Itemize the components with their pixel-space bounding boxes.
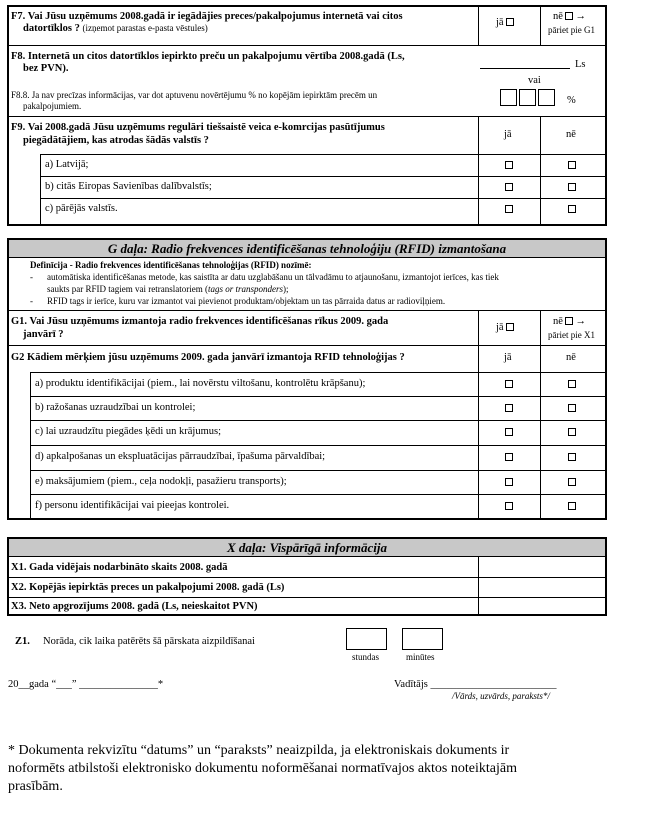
f8-value-field[interactable] [480,68,570,69]
head-signature-line[interactable]: Vadītājs ________________________ [394,679,557,690]
f8-pct-digit-3[interactable] [538,89,555,106]
g2-yes-header: jā [504,352,512,363]
f7-yes-label: jā [496,17,504,28]
f7-question-cont: datortīklos ? [23,23,80,34]
f7-no-label: nē [553,11,563,22]
x2-label: X2. Kopējās iepirktās preces un pakalpojumi 2008. gadā (Ls) [11,582,285,593]
x-section-title: X daļa: Vispārīgā informācija [9,539,605,557]
z1-minutes-caption: minūtes [406,652,435,662]
arrow-right-icon: → [575,11,587,22]
g2-item-e: e) maksājumiem (piem., ceļa nodokļi, pasažieru transports); [35,476,287,487]
f9-question: F9. Vai 2008.gadā Jūsu uzņēmums regulāri tiešsaistē veica e-komrcijas pasūtījumus [11,122,385,133]
f8-sub-question-cont: pakalpojumiem. [23,101,82,111]
f9-item-b: b) citās Eiropas Savienības dalībvalstīs; [45,181,212,192]
f7-question: F7. Vai Jūsu uzņēmums 2008.gadā ir iegādājies preces/pakalpojumus internetā vai citos [11,11,403,22]
z1-minutes-field[interactable] [402,628,443,650]
g2-b-no-checkbox[interactable] [568,404,576,412]
f9-c-yes-checkbox[interactable] [505,205,513,213]
g1-skip-note: pāriet pie X1 [548,330,595,340]
f8-or-label: vai [528,75,541,86]
g1-no-label: nē [553,316,563,327]
f9-b-no-checkbox[interactable] [568,183,576,191]
g2-d-no-checkbox[interactable] [568,453,576,461]
f9-item-a: a) Latvijā; [45,159,89,170]
g2-f-no-checkbox[interactable] [568,502,576,510]
g2-item-d: d) apkalpošanas un ekspluatācijas pārraudzībai, īpašuma pārvaldībai; [35,451,326,462]
date-line[interactable]: 20__gada “___” _______________* [8,679,164,690]
x2-value-field[interactable] [480,579,604,596]
f8-pct-digit-2[interactable] [519,89,536,106]
f7-no-checkbox[interactable] [565,12,573,20]
g2-c-yes-checkbox[interactable] [505,428,513,436]
x3-label: X3. Neto apgrozījums 2008. gadā (Ls, neieskaitot PVN) [11,601,258,612]
g1-no-checkbox[interactable] [565,317,573,325]
g2-question: G2 Kādiem mērķiem jūsu uzņēmums 2009. gada janvārī izmantoja RFID tehnoloģijas ? [11,352,405,363]
g2-item-c: c) lai uzraudzītu piegādes ķēdi un krājumus; [35,426,222,437]
signature-caption: /Vārds, uzvārds, paraksts*/ [452,691,550,701]
x1-value-field[interactable] [480,559,604,576]
g2-a-yes-checkbox[interactable] [505,380,513,388]
z1-text: Norāda, cik laika patērēts šā pārskata aizpildīšanai [43,636,255,647]
g2-item-f: f) personu identifikācijai vai pieejas kontrolei. [35,500,230,511]
g2-f-yes-checkbox[interactable] [505,502,513,510]
g1-question: G1. Vai Jūsu uzņēmums izmantoja radio frekvences identificēšanas rīkus 2009. gada [11,316,389,327]
f8-pct-sign: % [567,95,576,106]
footnote-line-3: prasībām. [8,779,63,794]
f7-note: (izņemot parastas e-pasta vēstules) [82,23,208,33]
f8-sub-question: F8.8. Ja nav precīzas informācijas, var dot aptuvenu novērtējumu % no kopējām iepirktām precēm un [11,90,378,100]
g2-no-header: nē [566,352,576,363]
g-section-title: G daļa: Radio frekvences identificēšanas tehnoloģiju (RFID) izmantošana [9,240,605,258]
z1-hours-caption: stundas [352,652,379,662]
f9-c-no-checkbox[interactable] [568,205,576,213]
g1-yes-checkbox[interactable] [506,323,514,331]
g2-b-yes-checkbox[interactable] [505,404,513,412]
rfid-definition-2: RFID tags ir ierīce, kuru var izmantot vai pievienot produktam/objektam un tas pārraida datus ar radioviļņiem. [47,296,446,306]
f7-yes-checkbox[interactable] [506,18,514,26]
f9-yes-header: jā [504,129,512,140]
f9-b-yes-checkbox[interactable] [505,183,513,191]
rfid-definition-1c: tags or transponders [207,284,283,294]
f9-question-cont: piegādātājiem, kas atrodas šādās valstīs ? [23,135,209,146]
g2-e-no-checkbox[interactable] [568,478,576,486]
x1-label: X1. Gada vidējais nodarbināto skaits 2008. gadā [11,562,228,573]
g2-e-yes-checkbox[interactable] [505,478,513,486]
g1-yes-label: jā [496,322,504,333]
g2-item-b: b) ražošanas uzraudzībai un kontrolei; [35,402,196,413]
g2-item-a: a) produktu identifikācijai (piem., lai novērstu viltošanu, kontrolētu krāpšanu); [35,378,366,389]
footnote-line-1: * Dokumenta rekvizītu “datums” un “paraksts” neaizpilda, ja elektroniskais dokuments ir [8,743,510,758]
rfid-definition-1d: ); [282,284,289,294]
footnote-line-2: noformēts atbilstoši elektronisko dokumentu noformēšanai normatīvajos aktos noteiktajām [8,761,517,776]
f7-skip-note: pāriet pie G1 [548,25,595,35]
rfid-definition-1b: saukts par RFID tagiem vai retranslatoriem ( [47,284,208,294]
g1-question-cont: janvārī ? [23,329,64,340]
f9-no-header: nē [566,129,576,140]
f8-question: F8. Internetā un citos datortīklos iepirkto preču un pakalpojumu vērtība 2008.gadā (Ls, [11,51,405,62]
rfid-definition-1: automātiska identificēšanas metode, kas saistīta ar datu uzglabāšanu un tālvadāmu to atjaunošanu, izmantojot ierīces, kas tiek [47,272,499,282]
rfid-definition-title: Definīcija - Radio frekvences identificēšanas tehnoloģijas (RFID) nozīmē: [30,260,312,270]
f9-a-no-checkbox[interactable] [568,161,576,169]
f9-a-yes-checkbox[interactable] [505,161,513,169]
arrow-right-icon: → [575,316,587,327]
f9-item-c: c) pārējās valstīs. [45,203,118,214]
z1-label: Z1. [15,636,30,647]
g2-a-no-checkbox[interactable] [568,380,576,388]
f8-unit: Ls [575,59,586,70]
g2-c-no-checkbox[interactable] [568,428,576,436]
x3-value-field[interactable] [480,599,604,614]
z1-hours-field[interactable] [346,628,387,650]
f8-question-cont: bez PVN). [23,63,69,74]
g2-d-yes-checkbox[interactable] [505,453,513,461]
f8-pct-digit-1[interactable] [500,89,517,106]
